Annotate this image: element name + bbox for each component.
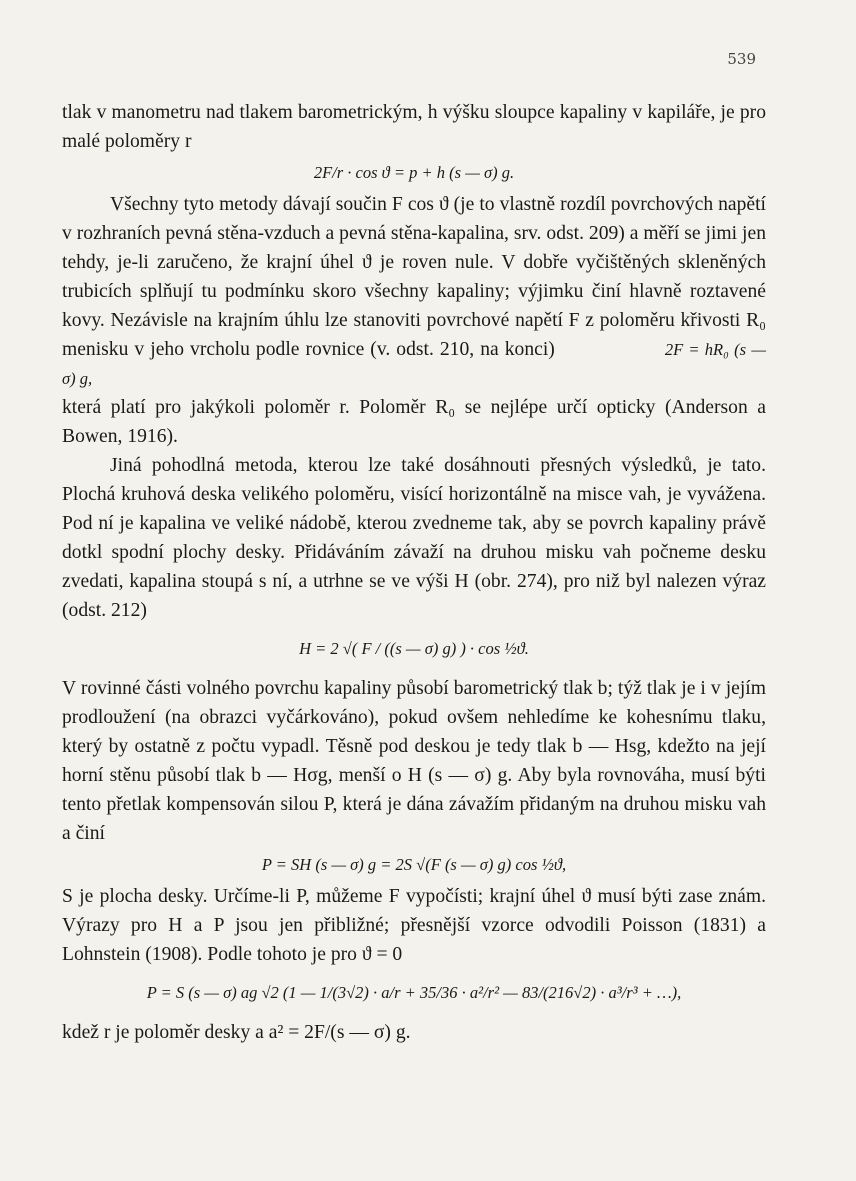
formula-height: H = 2 √( F / ((s — σ) g) ) · cos ½ϑ. [299,639,529,658]
paragraph: tlak v manometru nad tlakem barometrickým, h výšku sloupce kapaliny v kapiláře, je pro malé poloměry r [62,102,766,152]
formula-meniscus: 2F = hR₀ (s — σ) g, [62,340,766,388]
page-number: 539 [727,50,756,68]
formula-force: P = SH (s — σ) g = 2S √(F (s — σ) g) cos ½ϑ, [261,855,567,874]
paragraph: V rovinné části volného povrchu kapaliny působí barometrický tlak b; týž tlak je i v jejím prodloužení (na obrazci vyčárkováno), pokud ovšem nehledíme ke kohesnímu tlaku, který by ostatně z počtu vypadl. Těsně pod deskou je tedy tlak b — Hsg, kdežto na její horní stěnu působí tlak b — Hσg, menší o H (s — σ) g. Aby byla rovnováha, musí býti tento přetlak kompensován silou P, která je dána závažím přidaným na druhou misku vah a činí [62,678,766,844]
formula-capillary: 2F/r · cos ϑ = p + h (s — σ) g. [313,163,515,182]
paragraph: Jiná pohodlná metoda, kterou lze také dosáhnouti přesných výsledků, je tato. Plochá kruhová deska velikého poloměru, visící horizontálně na misce vah, je vyvážena. Pod ní je kapalina ve veliké nádobě, kterou zvedneme tak, aby se povrch kapaliny právě dotkl spodní plochy desky. Přidáváním závaží na druhou misku vah počneme desku zvedati, kapalina stoupá s ní, a utrhne se ve výši H (obr. 274), pro niž byl nalezen výraz (odst. 212) [62,455,766,621]
page-body [62,98,766,1047]
formula-lohnstein: P = S (s — σ) ag √2 (1 — 1/(3√2) · a/r + 35/36 · a²/r² — 83/(216√2) · a³/r³ + …), [146,983,682,1002]
paragraph: která platí pro jakýkoli poloměr r. Poloměr R₀ se nejlépe určí opticky (Anderson a Bowen, 1916). [62,397,766,447]
paragraph: kdež r je poloměr desky a a² = 2F/(s — σ) g. [62,1022,411,1043]
paragraph: Všechny tyto metody dávají součin F cos ϑ (je to vlastně rozdíl povrchových napětí v rozhraních pevná stěna-vzduch a pevná stěna-kapalina, srv. odst. 209) a měří se jimi jen tehdy, je-li zaručeno, že krajní úhel ϑ je roven nule. V dobře vyčištěných skleněných trubicích splňují tu podmínku skoro všechny kapaliny; výjimku činí hlavně roztavené kovy. Nezávisle na krajním úhlu lze stanoviti povrchové napětí F z poloměru křivosti R₀ menisku v jeho vrcholu podle rovnice (v. odst. 210, na konci) 2F = hR₀ (s — σ) g, [62,194,766,388]
paragraph: S je plocha desky. Určíme-li P, můžeme F vypočísti; krajní úhel ϑ musí býti zase znám. Výrazy pro H a P jsou jen přibližné; přesnější vzorce odvodili Poisson (1831) a Lohnstein (1908). Podle tohoto je pro ϑ = 0 [62,886,766,965]
